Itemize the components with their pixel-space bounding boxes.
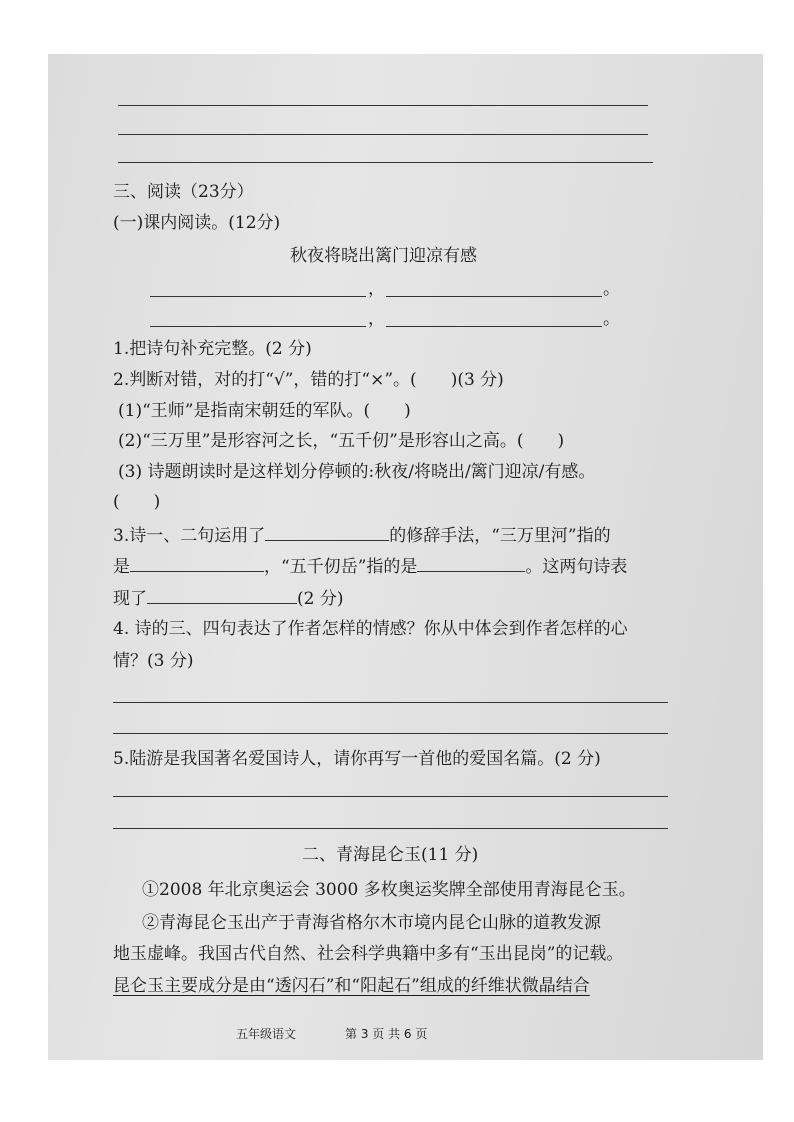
question-3-text: 。这两句诗表	[525, 557, 628, 577]
answer-line	[118, 134, 648, 135]
answer-line[interactable]	[113, 796, 668, 797]
question-3-line-1	[113, 522, 611, 547]
question-2-item-3-answer: ( )	[113, 492, 161, 512]
poem-blank[interactable]	[386, 296, 602, 297]
poem-period: 。	[603, 309, 620, 329]
poem-comma: ，	[368, 309, 385, 329]
question-3-text: 是	[113, 557, 130, 577]
question-4-line-1: 4. 诗的三、四句表达了作者怎样的情感？你从中体会到作者怎样的心	[113, 619, 628, 639]
question-3-text: 现了	[113, 589, 147, 609]
poem-title: 秋夜将晓出篱门迎凉有感	[290, 246, 477, 266]
passage-paragraph-2: ②青海昆仑玉出产于青海省格尔木市境内昆仑山脉的道教发源	[142, 913, 601, 933]
poem-period: 。	[603, 279, 620, 299]
question-3-text: 的修辞手法，“三万里河”指的	[389, 526, 611, 546]
subsection-heading: (一)课内阅读。(12分)	[113, 213, 281, 233]
question-2-item-1: (1)“王师”是指南宋朝廷的军队。( )	[118, 401, 411, 421]
answer-line[interactable]	[113, 733, 668, 734]
answer-blank[interactable]	[417, 553, 525, 572]
poem-comma: ，	[368, 279, 385, 299]
question-3-score: (2 分)	[297, 589, 344, 609]
answer-line	[118, 105, 648, 106]
section-heading: 三、阅读（23分）	[113, 182, 254, 202]
footer-subject: 五年级语文	[236, 1027, 297, 1041]
question-5: 5.陆游是我国著名爱国诗人，请你再写一首他的爱国名篇。(2 分)	[113, 749, 601, 769]
question-3-text: 3.诗一、二句运用了	[113, 526, 266, 546]
question-2: 2.判断对错，对的打“√”，错的打“×”。( )(3 分)	[113, 370, 504, 390]
poem-blank[interactable]	[386, 326, 602, 327]
question-3-line-2	[113, 553, 627, 578]
answer-line[interactable]	[113, 702, 668, 703]
question-2-item-2: (2)“三万里”是形容河之长，“五千仞”是形容山之高。( )	[118, 431, 565, 451]
question-3-text: ，“五千仞岳”指的是	[264, 557, 418, 577]
poem-blank[interactable]	[150, 326, 366, 327]
answer-blank[interactable]	[130, 553, 264, 572]
question-4-line-2: 情？(3 分)	[113, 651, 194, 671]
answer-line[interactable]	[113, 828, 668, 829]
footer-page-number: 第 3 页 共 6 页	[345, 1027, 428, 1041]
passage-paragraph-2-underlined: 昆仑玉主要成分是由“透闪石”和“阳起石”组成的纤维状微晶结合	[113, 976, 590, 996]
question-3-line-3	[113, 585, 343, 610]
answer-blank[interactable]	[265, 522, 389, 541]
answer-blank[interactable]	[147, 585, 297, 604]
question-2-item-3: (3) 诗题朗读时是这样划分停顿的:秋夜/将晓出/篱门迎凉/有感。	[118, 462, 596, 482]
passage-paragraph-2-cont: 地玉虚峰。我国古代自然、社会科学典籍中多有“玉出昆岗”的记载。	[113, 944, 624, 964]
answer-line	[118, 162, 653, 163]
passage-paragraph-1: ①2008 年北京奥运会 3000 多枚奥运奖牌全部使用青海昆仑玉。	[142, 880, 636, 900]
question-1: 1.把诗句补充完整。(2 分)	[113, 339, 312, 359]
passage-title: 二、青海昆仑玉(11 分)	[302, 845, 479, 865]
poem-blank[interactable]	[150, 296, 366, 297]
